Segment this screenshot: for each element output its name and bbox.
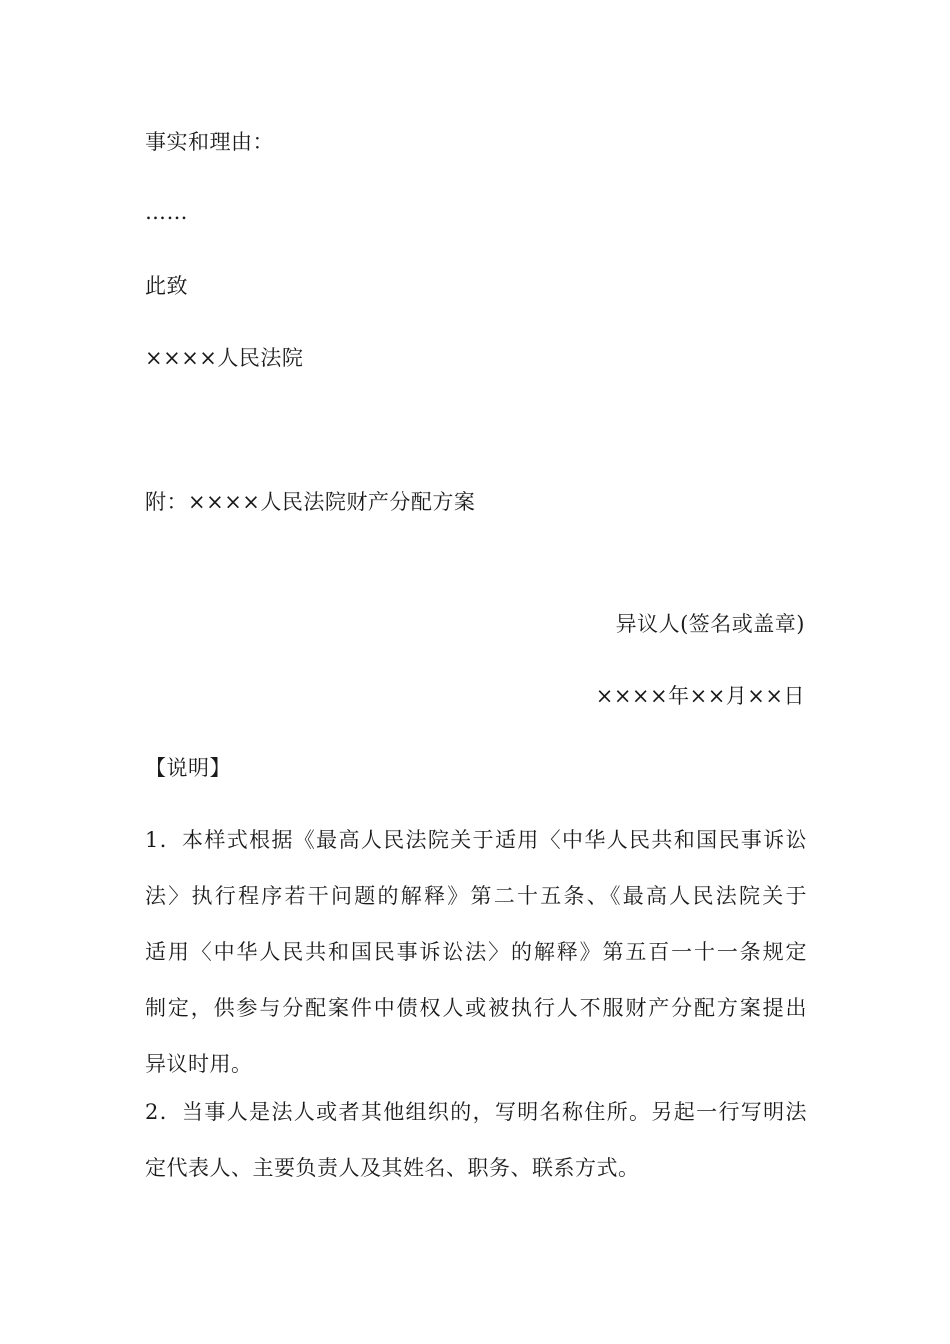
ellipsis-placeholder: …… xyxy=(145,200,188,224)
note-paragraph-1 xyxy=(145,826,807,1106)
date-line: ××××年××月××日 xyxy=(595,684,805,708)
note-line: 制定，供参与分配案件中债权人或被执行人不服财产分配方案提出 xyxy=(145,996,807,1020)
facts-heading: 事实和理由： xyxy=(145,130,274,154)
note-paragraph-2 xyxy=(145,1098,807,1210)
note-line: 法〉执行程序若干问题的解释》第二十五条、《最高人民法院关于 xyxy=(145,884,807,908)
salutation: 此致 xyxy=(145,274,188,298)
note-line: 适用〈中华人民共和国民事诉讼法〉的解释》第五百一十一条规定 xyxy=(145,940,807,964)
notes-heading: 【说明】 xyxy=(145,756,231,780)
note-line: 定代表人、主要负责人及其姓名、职务、联系方式。 xyxy=(145,1156,640,1180)
signature-line: 异议人(签名或盖章) xyxy=(615,612,805,636)
note-line: 1．本样式根据《最高人民法院关于适用〈中华人民共和国民事诉讼 xyxy=(145,828,807,852)
court-name: ××××人民法院 xyxy=(145,346,304,370)
note-line: 2．当事人是法人或者其他组织的，写明名称住所。另起一行写明法 xyxy=(145,1100,807,1124)
note-line: 异议时用。 xyxy=(145,1052,253,1076)
attachment-line: 附：××××人民法院财产分配方案 xyxy=(145,490,476,514)
